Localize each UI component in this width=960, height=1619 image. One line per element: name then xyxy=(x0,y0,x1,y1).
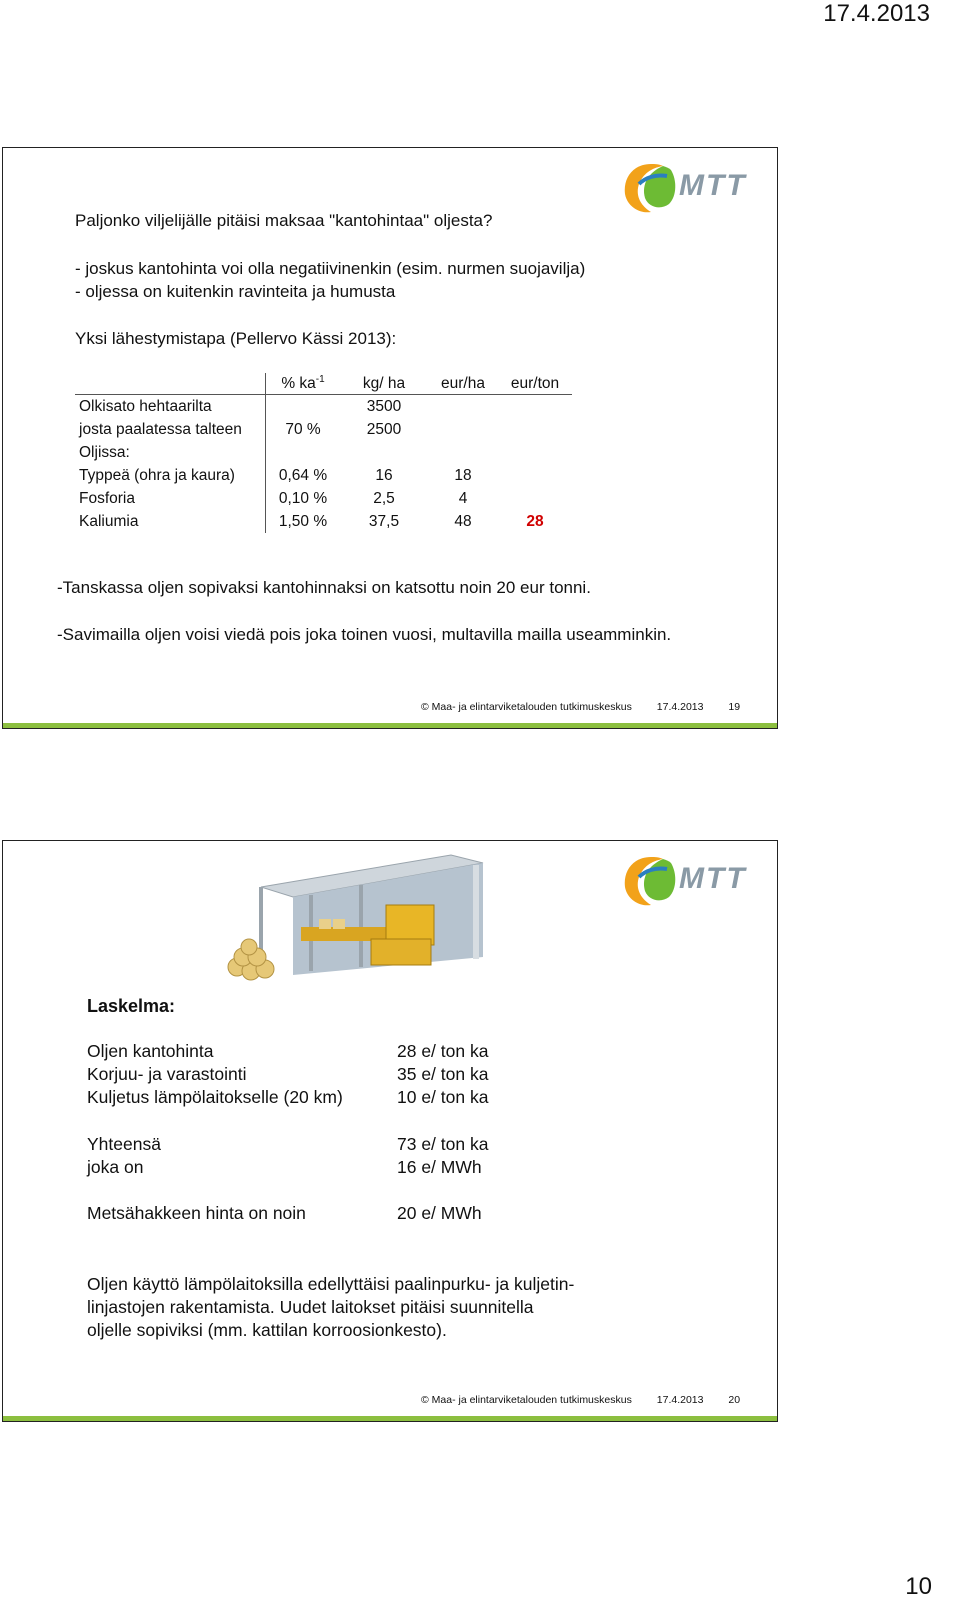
conclusion-line: Oljen käyttö lämpölaitoksilla edellyttäisi paalinpurku- ja kuljetin- xyxy=(87,1274,575,1294)
calc-label: Yhteensä xyxy=(87,1133,161,1154)
footer-org: © Maa- ja elintarviketalouden tutkimuskeskus xyxy=(421,701,632,713)
calc-label: Metsähakkeen hinta on noin xyxy=(87,1203,306,1224)
calc-value: 10 e/ ton ka xyxy=(397,1087,489,1108)
page-number: 10 xyxy=(905,1573,932,1600)
mtt-logo: MTT xyxy=(621,160,751,216)
slide-20 xyxy=(2,840,778,1422)
header-cell: kg/ ha xyxy=(340,373,428,395)
conclusion-text xyxy=(87,1273,574,1343)
table-cell xyxy=(340,441,428,464)
bullet-2: - oljessa on kuitenkin ravinteita ja humusta xyxy=(75,282,396,301)
eur-per-ton-total: 28 xyxy=(526,512,544,530)
table-cell: 1,50 % xyxy=(278,512,328,530)
approach-line: Yksi lähestymistapa (Pellervo Kässi 2013): xyxy=(75,329,397,348)
conclusion-line: oljelle sopiviksi (mm. kattilan korroosionkesto). xyxy=(87,1320,447,1341)
header-cell: eur/ton xyxy=(498,373,572,395)
slide-footer xyxy=(421,701,762,713)
table-row xyxy=(75,464,572,487)
table-cell xyxy=(498,487,572,510)
header-cell xyxy=(75,373,266,395)
green-bottom-bar xyxy=(3,723,777,728)
table-cell xyxy=(428,441,498,464)
table-cell: Fosforia xyxy=(75,487,266,510)
table-cell: josta paalatessa talteen xyxy=(75,418,266,441)
green-bottom-bar xyxy=(3,1416,777,1421)
note-denmark: -Tanskassa oljen sopivaksi kantohinnaksi on katsottu noin 20 eur tonni. xyxy=(57,578,591,597)
table-cell: Typpeä (ohra ja kaura) xyxy=(75,464,266,487)
calc-label: joka on xyxy=(87,1157,144,1177)
note-clay-soils: -Savimailla oljen voisi viedä pois joka toinen vuosi, multavilla mailla useamminkin. xyxy=(57,625,672,644)
table-cell: 16 xyxy=(375,466,393,484)
table-row xyxy=(75,441,572,464)
header-date: 17.4.2013 xyxy=(823,0,930,27)
table-cell xyxy=(498,418,572,441)
calculation-values xyxy=(397,1040,488,1226)
footer-date: 17.4.2013 xyxy=(656,701,704,713)
table-cell xyxy=(428,418,498,441)
bullet-1: - joskus kantohinta voi olla negatiivinenkin (esim. nurmen suojavilja) xyxy=(75,259,586,278)
leaf-icon xyxy=(621,160,681,216)
table-cell xyxy=(498,441,572,464)
calc-value xyxy=(397,1110,488,1133)
calc-label xyxy=(87,1110,343,1133)
table-cell: Kaliumia xyxy=(75,510,266,533)
table-cell: 0,64 % xyxy=(278,466,328,484)
calc-label: Kuljetus lämpölaitokselle (20 km) xyxy=(87,1087,343,1108)
table-cell: 3500 xyxy=(366,397,402,415)
table-cell: 18 xyxy=(454,466,472,484)
table-cell xyxy=(498,395,572,419)
table-cell: Oljissa: xyxy=(75,441,266,464)
table-cell: Olkisato hehtaarilta xyxy=(75,395,266,419)
header-cell: eur/ha xyxy=(428,373,498,395)
calc-value: 73 e/ ton ka xyxy=(397,1133,489,1154)
table-cell: 48 xyxy=(454,512,472,530)
slide-footer xyxy=(421,1394,762,1406)
calc-value: 16 e/ MWh xyxy=(397,1157,482,1177)
table-cell: 2500 xyxy=(366,420,402,438)
straw-value-table xyxy=(75,373,572,533)
leaf-icon xyxy=(621,853,681,909)
footer-slide-number: 19 xyxy=(728,701,741,713)
table-row xyxy=(75,510,572,533)
table-cell xyxy=(266,441,341,464)
table-cell: 37,5 xyxy=(368,512,400,530)
calc-label: Korjuu- ja varastointi xyxy=(87,1064,247,1085)
table-cell: 4 xyxy=(458,489,468,507)
table-cell: 70 % xyxy=(285,420,321,438)
table-cell xyxy=(498,464,572,487)
calc-label: Oljen kantohinta xyxy=(87,1041,214,1061)
calc-value: 28 e/ ton ka xyxy=(397,1041,489,1061)
calc-value: 35 e/ ton ka xyxy=(397,1064,489,1085)
footer-slide-number: 20 xyxy=(728,1394,741,1406)
table-row xyxy=(75,487,572,510)
calculation-labels xyxy=(87,1040,343,1226)
slide-title: Paljonko viljelijälle pitäisi maksaa "kantohintaa" oljesta? xyxy=(75,211,493,230)
calc-value xyxy=(397,1179,488,1202)
slide-19 xyxy=(2,147,778,729)
footer-date: 17.4.2013 xyxy=(656,1394,704,1406)
table-header xyxy=(75,373,572,395)
table-cell: 0,10 % xyxy=(278,489,328,507)
conclusion-line: linjastojen rakentamista. Uudet laitokset pitäisi suunnitella xyxy=(87,1297,534,1318)
table-cell xyxy=(428,395,498,419)
calc-value: 20 e/ MWh xyxy=(397,1203,482,1224)
calculation-heading: Laskelma: xyxy=(87,996,176,1016)
calc-label xyxy=(87,1179,343,1202)
mtt-logo: MTT xyxy=(621,853,751,909)
table-row xyxy=(75,418,572,441)
table-cell xyxy=(266,395,341,419)
footer-org: © Maa- ja elintarviketalouden tutkimuskeskus xyxy=(421,1394,632,1406)
header-cell: % $ka^{-1}$ xyxy=(266,373,341,395)
bale-handling-shed-illustration xyxy=(221,847,491,987)
table-cell: 2,5 xyxy=(373,489,395,507)
table-row xyxy=(75,395,572,419)
